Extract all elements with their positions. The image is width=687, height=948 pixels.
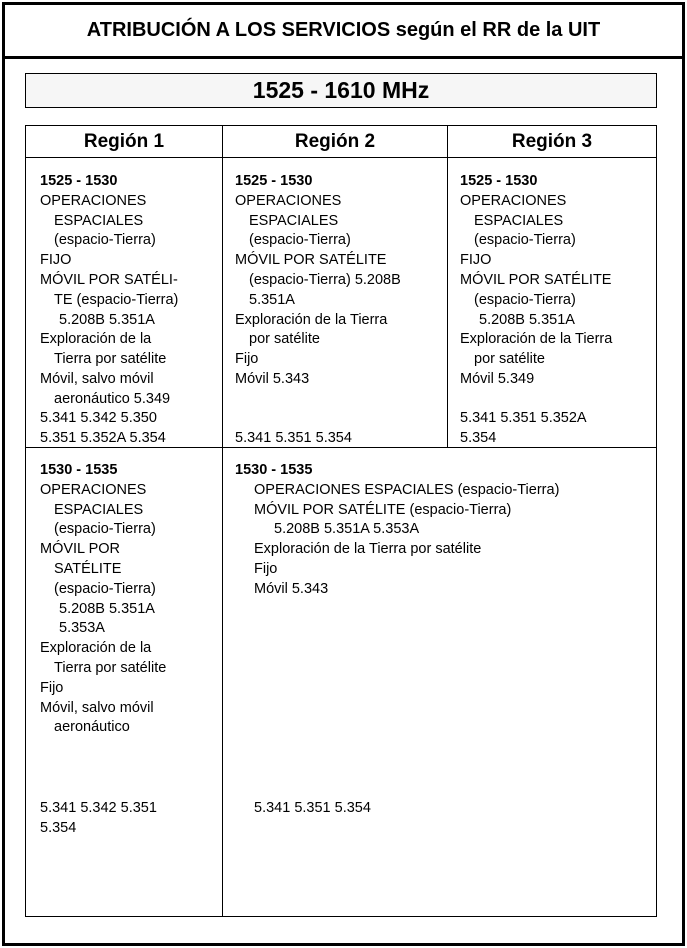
service-line: 5.208B 5.351A <box>479 311 575 328</box>
cell-r2-region2-3 <box>235 461 559 600</box>
service-line: OPERACIONES <box>235 192 342 209</box>
service-line: (espacio-Tierra) <box>54 580 156 597</box>
column-divider-2 <box>447 126 448 447</box>
footnotes-r1-region3 <box>460 409 587 449</box>
service-line: 5.208B 5.351A <box>59 311 155 328</box>
cell-r1-region3 <box>460 172 612 390</box>
service-line: ESPACIALES <box>249 212 339 229</box>
service-line: 5.208B 5.351A <box>59 600 155 617</box>
service-line: ESPACIALES <box>54 212 144 229</box>
footnote-line: 5.354 <box>460 429 497 446</box>
service-line: 5.208B 5.351A 5.353A <box>274 521 420 538</box>
service-line: Exploración de la Tierra <box>235 311 388 328</box>
service-line: (espacio-Tierra) <box>474 232 576 249</box>
footnotes-r2-region1 <box>40 799 157 839</box>
service-line: 5.351A <box>249 291 295 308</box>
footnotes-r2-region2-3 <box>254 799 371 819</box>
cell-r1-region1 <box>40 172 178 410</box>
service-line: 5.353A <box>59 620 105 637</box>
range-label: 1525 - 1530 <box>40 173 118 189</box>
footnote-line: 5.354 <box>40 819 77 836</box>
service-line: Móvil 5.343 <box>235 370 310 387</box>
service-line: OPERACIONES ESPACIALES (espacio-Tierra) <box>254 481 560 498</box>
service-line: Exploración de la <box>40 640 152 657</box>
service-line: Exploración de la Tierra por satélite <box>254 541 482 558</box>
footnotes-r1-region2 <box>235 429 352 449</box>
footnote-line: 5.341 5.342 5.350 <box>40 410 157 426</box>
service-line: por satélite <box>474 351 545 368</box>
service-line: (espacio-Tierra) 5.208B <box>249 271 401 288</box>
range-label: 1525 - 1530 <box>235 173 313 189</box>
frequency-band-title: 1525 - 1610 MHz <box>25 73 657 108</box>
service-line: (espacio-Tierra) <box>474 291 576 308</box>
service-line: OPERACIONES <box>40 481 147 498</box>
service-line: MÓVIL POR <box>40 541 121 558</box>
service-line: Exploración de la Tierra <box>460 331 613 348</box>
service-line: Fijo <box>254 560 278 577</box>
cell-r2-region1 <box>40 461 166 738</box>
service-line: SATÉLITE <box>54 560 122 577</box>
service-line: MÓVIL POR SATÉLITE (espacio-Tierra) <box>254 501 512 518</box>
service-line: FIJO <box>460 252 492 269</box>
service-line: aeronáutico <box>54 719 130 736</box>
service-line: Fijo <box>235 351 259 368</box>
footnote-line: 5.341 5.351 5.354 <box>254 800 371 816</box>
service-line: (espacio-Tierra) <box>54 232 156 249</box>
footnote-line: 5.341 5.351 5.352A <box>460 410 587 426</box>
service-line: Exploración de la <box>40 331 152 348</box>
service-line: (espacio-Tierra) <box>54 521 156 538</box>
header-region-3: Región 3 <box>511 130 593 152</box>
service-line: ESPACIALES <box>54 501 144 518</box>
service-line: Móvil, salvo móvil <box>40 699 154 716</box>
service-line: Móvil, salvo móvil <box>40 370 154 387</box>
range-label: 1525 - 1530 <box>460 173 538 189</box>
service-line: (espacio-Tierra) <box>249 232 351 249</box>
service-line: OPERACIONES <box>40 192 147 209</box>
service-line: MÓVIL POR SATÉLITE <box>235 252 387 269</box>
service-line: por satélite <box>249 331 320 348</box>
service-line: FIJO <box>40 252 72 269</box>
footnote-line: 5.341 5.351 5.354 <box>235 430 352 446</box>
footnotes-r1-region1 <box>40 409 166 449</box>
header-divider <box>26 157 656 158</box>
footnote-line: 5.351 5.352A 5.354 <box>40 429 166 446</box>
service-line: Móvil 5.349 <box>460 370 535 387</box>
range-label: 1530 - 1535 <box>40 462 118 478</box>
allocation-table <box>25 125 657 917</box>
service-line: Móvil 5.343 <box>254 580 329 597</box>
footnote-line: 5.341 5.342 5.351 <box>40 800 157 816</box>
service-line: MÓVIL POR SATÉLITE <box>460 271 612 288</box>
column-divider-1 <box>222 126 223 916</box>
cell-r1-region2 <box>235 172 401 390</box>
service-line: Fijo <box>40 679 64 696</box>
service-line: TE (espacio-Tierra) <box>54 291 179 308</box>
service-line: OPERACIONES <box>460 192 567 209</box>
service-line: Tierra por satélite <box>54 351 167 368</box>
service-line: MÓVIL POR SATÉLI- <box>40 271 178 288</box>
page-title: ATRIBUCIÓN A LOS SERVICIOS según el RR de la UIT <box>5 5 682 59</box>
service-line: ESPACIALES <box>474 212 564 229</box>
header-region-2: Región 2 <box>294 130 376 152</box>
header-region-1: Región 1 <box>83 130 165 152</box>
service-line: aeronáutico 5.349 <box>54 390 171 407</box>
service-line: Tierra por satélite <box>54 659 167 676</box>
range-label: 1530 - 1535 <box>235 462 313 478</box>
